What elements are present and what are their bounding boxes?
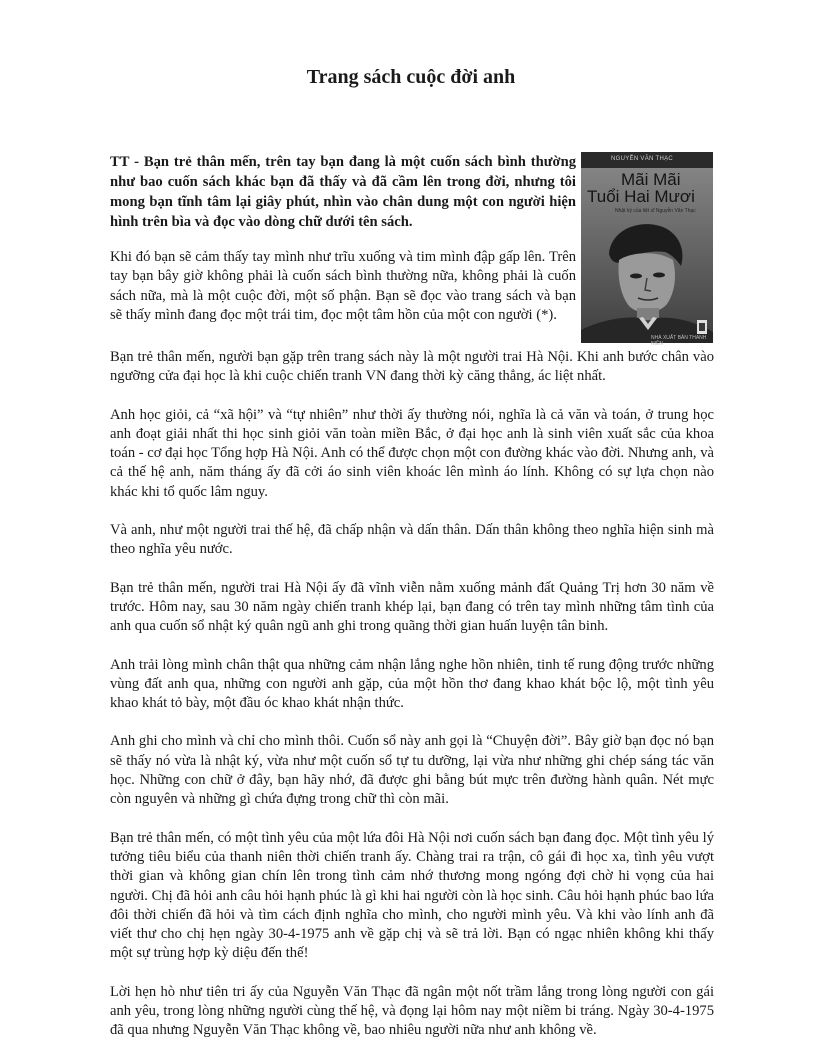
paragraph: Và anh, như một người trai thế hệ, đã chấp nhận và dấn thân. Dấn thân không theo nghĩa hiện sinh mà theo nghĩa yêu nước. (110, 522, 714, 558)
paragraph: Anh học giỏi, cả “xã hội” và “tự nhiên” như thời ấy thường nói, nghĩa là cả văn và toán, ở trung học anh đoạt giải nhất thi học sinh giỏi văn toàn miền Bắc, ở đại học anh là sinh viên xuất sắc của khoa toán - cơ đại học Tổng hợp Hà Nội. Anh có thể được chọn một con đường khác vào đời. Nhưng anh, và cả thế hệ anh, năm tháng ấy đã cởi áo sinh viên khoác lên mình áo lính. Không có sự lựa chọn nào khác khi tổ quốc lâm nguy. (110, 406, 714, 500)
paragraph: Anh trải lòng mình chân thật qua những cảm nhận lắng nghe hồn nhiên, tinh tế rung động trước những vùng đất anh qua, những con người anh gặp, của một hồn thơ đang khao khát bộc lộ, một tình yêu khao khát tỏ bày, một đầu óc khao khát nhận thức. (110, 656, 714, 712)
cover-caption: Nhật ký của liệt sĩ Nguyễn Văn Thạc (615, 208, 696, 214)
paragraph: Bạn trẻ thân mến, người bạn gặp trên trang sách này là một người trai Hà Nội. Khi anh bước chân vào ngưỡng cửa đại học là khi cuộc chiến tranh VN đang thời kỳ căng thẳng, ác liệt nhất. (110, 349, 714, 385)
paragraph: Anh ghi cho mình và chỉ cho mình thôi. Cuốn sổ này anh gọi là “Chuyện đời”. Bây giờ bạn đọc nó bạn sẽ thấy nó vừa là nhật ký, vừa như một cuốn sổ tự tu dưỡng, lại vừa như những ghi chép sáng tác văn học. Những con chữ ở đây, bạn hãy nhớ, đã được ghi bằng bút mực trên đường hành quân. Nét mực còn nguyên và những gì chứa đựng trong chữ thì còn mãi. (110, 733, 714, 808)
portrait-illustration (581, 220, 713, 343)
intro-block (110, 152, 576, 325)
paragraph: Lời hẹn hò như tiên tri ấy của Nguyễn Văn Thạc đã ngân một nốt trầm lắng trong lòng người con gái anh yêu, trong lòng những người cùng thế hệ, và đọng lại hôm nay một niềm bi tráng. Ngày 30-4-1975 đã qua nhưng Nguyễn Văn Thạc không về, bao nhiêu người nữa như anh không về. (110, 983, 714, 1039)
intro-paragraph: TT - Bạn trẻ thân mến, trên tay bạn đang là một cuốn sách bình thường như bao cuốn sách khác bạn đã thấy và đã cầm lên trong đời, nhưng tôi mong bạn tĩnh tâm lại giây phút, nhìn vào chân dung một con người hiện hình trên bìa và đọc vào dòng chữ dưới tên sách. (110, 154, 576, 230)
article-title: Trang sách cuộc đời anh (306, 66, 516, 88)
paragraph: Bạn trẻ thân mến, người trai Hà Nội ấy đã vĩnh viễn nằm xuống mảnh đất Quảng Trị hơn 30 năm về trước. Hôm nay, sau 30 năm ngày chiến tranh khép lại, bạn đang có trên tay mình những tâm tình của anh qua cuốn sổ nhật ký quân ngũ anh ghi trong quãng thời gian huấn luyện tân binh. (110, 579, 714, 635)
paragraph: Bạn trẻ thân mến, có một tình yêu của một lứa đôi Hà Nội nơi cuốn sách bạn đang đọc. Một tình yêu lý tưởng tiêu biểu của thanh niên thời chiến tranh ấy. Chàng trai ra trận, cô gái đi học xa, tình yêu vượt thời gian và không gian chín lên trong tình cảm nhớ thương mong ngóng đợi chờ hi vọng của hai người. Chị đã hỏi anh câu hỏi hạnh phúc là gì khi hai người còn là học sinh. Câu hỏi hạnh phúc bao lứa đôi thời chiến đã hỏi và tìm cách định nghĩa cho mình, cho người mình yêu. Và khi vào lính anh đã viết thư cho chị hẹn ngày 30-4-1975 anh về gặp chị và sẽ trả lời. Bạn có ngạc nhiên không khi thấy một sự trùng hợp kỳ diệu đến thế! (110, 829, 714, 962)
cover-title-line1: Mãi Mãi (621, 170, 681, 189)
cover-title-line2: Tuổi Hai Mươi (587, 187, 695, 206)
book-cover-image (581, 152, 713, 347)
cover-author: NGUYỄN VĂN THẠC (611, 156, 674, 162)
cover-publisher: NHÀ XUẤT BẢN THANH NIÊN (651, 335, 707, 347)
body-text (110, 348, 714, 1060)
first-paragraph: Khi đó bạn sẽ cảm thấy tay mình như trĩu xuống và tim mình đập gấp lên. Trên tay bạn bây giờ không phải là cuốn sách bình thường nữa, không phải là cuốn sách nữa, mà là một cuộc đời, một số phận. Bạn sẽ đọc vào trang sách và bạn sẽ thấy mình đang đọc một trái tim, đọc một tâm hồn của một con người (*). (110, 249, 576, 323)
